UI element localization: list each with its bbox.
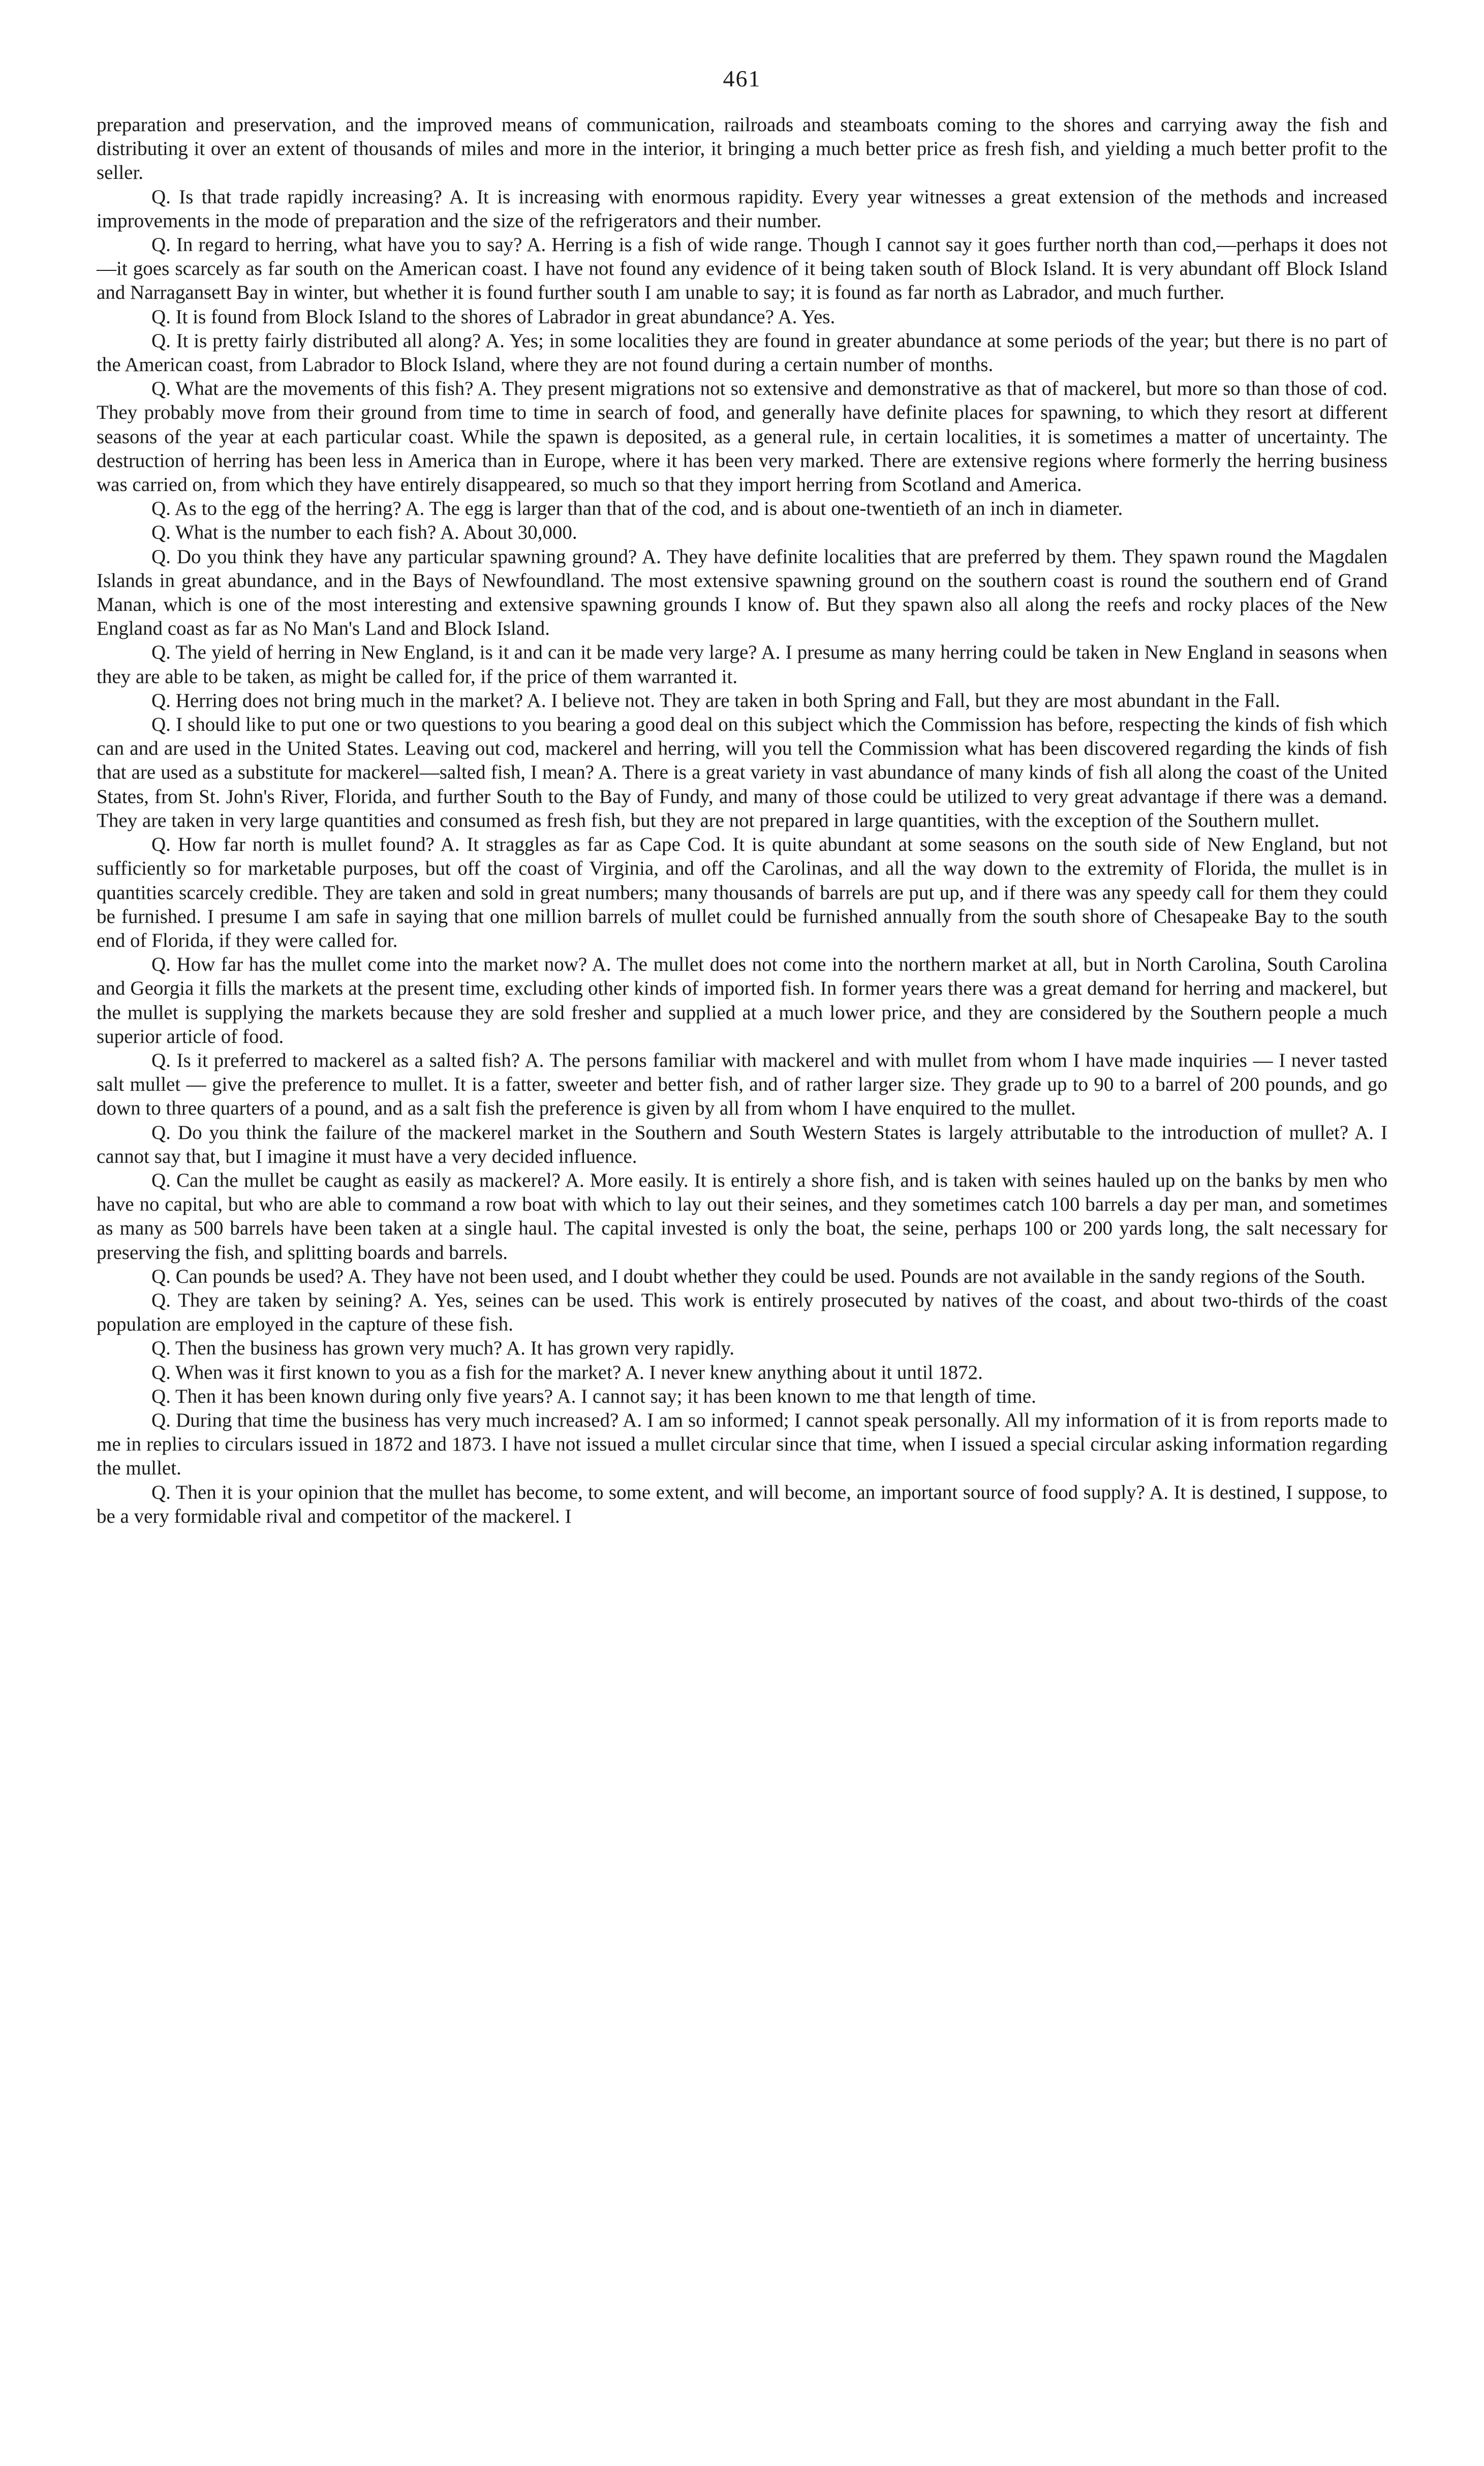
paragraph: Q. As to the egg of the herring? A. The egg is larger than that of the cod, and is about one-twentieth of an inch in diameter. <box>151 498 1123 520</box>
paragraph: Q. It is found from Block Island to the shores of Labrador in great abundance? A. Yes. <box>151 305 836 328</box>
paragraph: Q. Is it preferred to mackerel as a salted fish? A. The persons familiar with mackerel and with mullet from whom I have made inquiries — I never tasted salt mullet — give the preference to mullet. It is a fatter, sweeter and better fish, and of rather larger size. They grade up to 90 to a barrel of 200 pounds, and go down to three quarters of a pound, and as a salt fish the preference is given by all from whom I have enquired to the mullet. <box>97 1049 1387 1120</box>
paragraph: Q. Can the mullet be caught as easily as mackerel? A. More easily. It is entirely a shore fish, and is taken with seines hauled up on the banks by men who have no capital, but who are able to command a row boat with which to lay out their seines, and they sometimes catch 100 barrels a day per man, and sometimes as many as 500 barrels have been taken at a single haul. The capital invested is only the boat, the seine, perhaps 100 or 200 yards long, the salt necessary for preserving the fish, and splitting boards and barrels. <box>97 1169 1387 1263</box>
paragraph: Q. In regard to herring, what have you to say? A. Herring is a fish of wide range. Though I cannot say it goes further north than cod,—perhaps it does not—it goes scarcely as far south on the American coast. I have not found any evidence of it being taken south of Block Island. It is very abundant off Block Island and Narragansett Bay in winter, but whether it is found further south I am unable to say; it is found as far north as Labrador, and much further. <box>97 234 1387 304</box>
paragraph: Q. How far north is mullet found? A. It straggles as far as Cape Cod. It is quite abundant at some seasons on the south side of New England, but not sufficiently so for marketable purposes, but off the coast of Virginia, and off the Carolinas, and all the way down to the extremity of Florida, the mullet is in quantities scarcely credible. They are taken and sold in great numbers; many thousands of barrels are put up, and if there was any speedy call for them they could be furnished. I presume I am safe in saying that one million barrels of mullet could be furnished annually from the south shore of Chesapeake Bay to the south end of Florida, if they were called for. <box>97 834 1387 951</box>
paragraph: Q. When was it first known to you as a fish for the market? A. I never knew anything about it until 1872. <box>151 1361 983 1383</box>
paragraph: preparation and preservation, and the improved means of communication, railroads and steamboats coming to the shores and carrying away the fish and distributing it over an extent of thousands of miles and more in the interior, it bringing a much better price as fresh fish, and yielding a much better profit to the seller. <box>97 114 1387 184</box>
paragraph: Q. Herring does not bring much in the market? A. I believe not. They are taken in both Spring and Fall, but they are most abundant in the Fall. <box>151 689 1280 712</box>
paragraph: Q. The yield of herring in New England, is it and can it be made very large? A. I presume as many herring could be taken in New England in seasons when they are able to be taken, as might be called for, if the price of them warranted it. <box>97 641 1387 688</box>
paragraph: Q. What is the number to each fish? A. About 30,000. <box>151 521 577 544</box>
paragraph: Q. What are the movements of this fish? A. They present migrations not so extensive and demonstrative as that of mackerel, but more so than those of cod. They probably move from their ground from time to time in search of food, and generally have definite places for spawning, to which they resort at different seasons of the year at each particular coast. While the spawn is deposited, as a general rule, in certain localities, it is sometimes a matter of uncertainty. The destruction of herring has been less in America than in Europe, where it has been very marked. There are extensive regions where formerly the herring business was carried on, from which they have entirely disappeared, so much so that they import herring from Scotland and America. <box>97 378 1387 496</box>
paragraph: Q. Then it is your opinion that the mullet has become, to some extent, and will become, an important source of food supply? A. It is destined, I suppose, to be a very formidable rival and competitor of the mackerel. I <box>97 1481 1387 1527</box>
paragraph: Q. Is that trade rapidly increasing? A. It is increasing with enormous rapidity. Every year witnesses a great extension of the methods and increased improvements in the mode of preparation and the size of the refrigerators and their number. <box>97 186 1387 232</box>
page-number: 461 <box>723 66 761 91</box>
paragraph: Q. Do you think they have any particular spawning ground? A. They have definite localities that are preferred by them. They spawn round the Magdalen Islands in great abundance, and in the Bays of Newfoundland. The most extensive spawning ground on the southern coast is round the southern end of Grand Manan, which is one of the most interesting and extensive spawning grounds I know of. But they spawn also all along the reefs and rocky places of the New England coast as far as No Man's Land and Block Island. <box>97 545 1387 640</box>
paragraph: Q. I should like to put one or two questions to you bearing a good deal on this subject which the Commission has before, respecting the kinds of fish which can and are used in the United States. Leaving out cod, mackerel and herring, will you tell the Commission what has been discovered regarding the kinds of fish that are used as a substitute for mackerel—salted fish, I mean? A. There is a great variety in vast abundance of many kinds of fish all along the coast of the United States, from St. John's River, Florida, and further South to the Bay of Fundy, and many of those could be utilized to very great advantage if there was a demand. They are taken in very large quantities and consumed as fresh fish, but they are not prepared in large quantities, with the exception of the Southern mullet. <box>97 714 1387 831</box>
paragraph: Q. How far has the mullet come into the market now? A. The mullet does not come into the northern market at all, but in North Carolina, South Carolina and Georgia it fills the markets at the present time, excluding other kinds of imported fish. In former years there was a great demand for herring and mackerel, but the mullet is supplying the markets because they are sold fresher and supplied at a much lower price, and they are considered by the Southern people a much superior article of food. <box>97 953 1387 1047</box>
paragraph: Q. Do you think the failure of the mackerel market in the Southern and South Western States is largely attributable to the introduction of mullet? A. I cannot say that, but I imagine it must have a very decided influence. <box>97 1121 1387 1167</box>
paragraph: Q. Then it has been known during only five years? A. I cannot say; it has been known to me that length of time. <box>151 1385 1036 1407</box>
paragraph: Q. They are taken by seining? A. Yes, seines can be used. This work is entirely prosecuted by natives of the coast, and about two-thirds of the coast population are employed in the capture of these fish. <box>97 1289 1387 1336</box>
paragraph: Q. It is pretty fairly distributed all along? A. Yes; in some localities they are found in greater abundance at some periods of the year; but there is no part of the American coast, from Labrador to Block Island, where they are not found during a certain number of months. <box>97 329 1387 376</box>
text-column <box>97 113 1387 1528</box>
paragraph: Q. Can pounds be used? A. They have not been used, and I doubt whether they could be used. Pounds are not available in the sandy regions of the South. <box>151 1265 1366 1287</box>
paragraph: Q. During that time the business has very much increased? A. I am so informed; I cannot speak personally. All my information of it is from reports made to me in replies to circulars issued in 1872 and 1873. I have not issued a mullet circular since that time, when I issued a special circular asking information regarding the mullet. <box>97 1409 1387 1479</box>
paragraph: Q. Then the business has grown very much? A. It has grown very rapidly. <box>151 1337 735 1360</box>
